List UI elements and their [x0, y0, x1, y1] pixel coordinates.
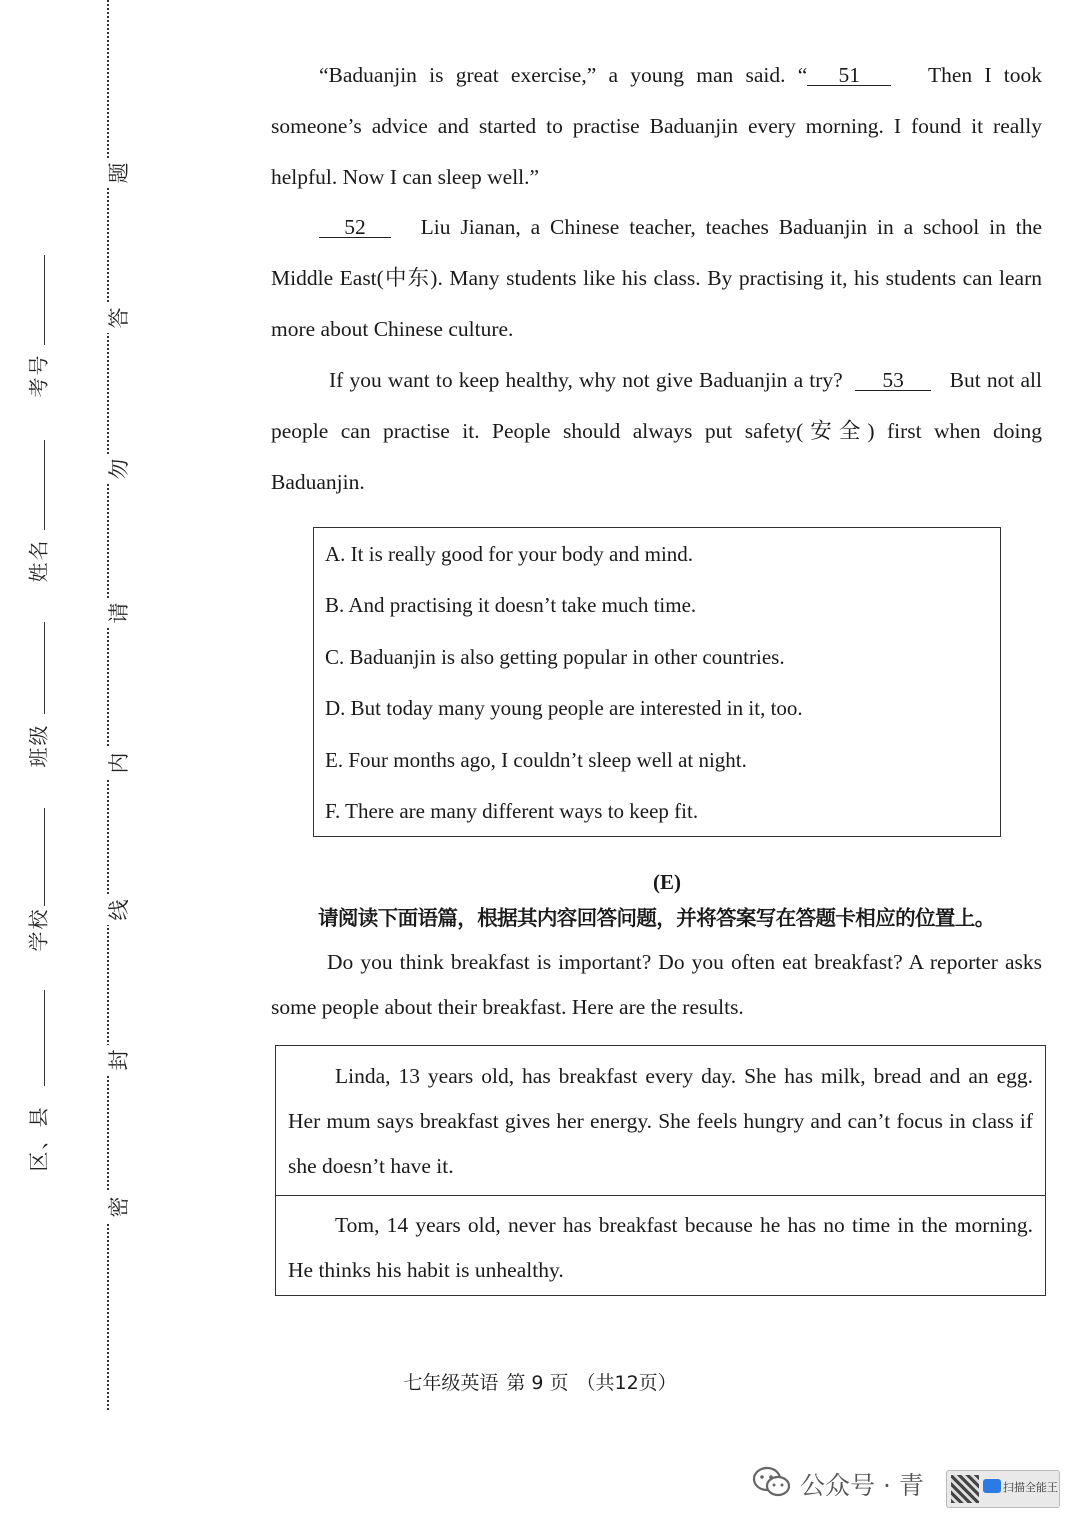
page-footer: 七年级英语 第 9 页 （共12页）	[403, 1372, 677, 1394]
field-line	[44, 255, 45, 345]
seal-char: 线	[104, 895, 134, 925]
option-d: D. But today many young people are interested in it, too.	[325, 696, 803, 720]
field-line	[44, 440, 45, 530]
blank-52: 52	[319, 217, 391, 238]
passage-paragraph-3: If you want to keep healthy, why not give Baduanjin a try? 53 But not all people can practise it. People should always put safety(安全) first when doing Baduanjin.	[271, 368, 1043, 494]
option-b: B. And practising it doesn’t take much time.	[325, 593, 697, 617]
watermark-text: 公众号 · 青	[800, 1471, 924, 1500]
seal-char: 封	[104, 1045, 134, 1075]
table-divider	[275, 1195, 1046, 1196]
cs-logo-icon	[983, 1479, 1001, 1493]
seal-char: 请	[104, 598, 134, 628]
options-box	[313, 527, 1001, 837]
field-label-district: 区、县	[26, 1105, 51, 1172]
section-title: (E)	[653, 870, 681, 894]
qr-code-icon	[951, 1475, 979, 1503]
seal-char: 勿	[104, 454, 134, 484]
scanner-stamp	[946, 1470, 1060, 1508]
wechat-icon	[752, 1466, 792, 1498]
field-line	[44, 622, 45, 714]
passage-paragraph-1: “Baduanjin is great exercise,” a young man said. “ 51 Then I took someone’s advice and started to practise Baduanjin every morning. I found it really helpful. Now I can sleep well.”	[271, 63, 1043, 189]
passage-paragraph-2: 52 Liu Jianan, a Chinese teacher, teaches Baduanjin in a school in the Middle East(中东). Many students like his class. By practising it, his students can learn more about Chinese culture.	[271, 215, 1043, 341]
option-f: F. There are many different ways to keep fit.	[325, 799, 699, 823]
blank-51: 51	[807, 65, 891, 86]
field-line	[44, 990, 45, 1086]
field-label-exam-number: 考号	[26, 353, 51, 398]
option-a: A. It is really good for your body and mind.	[325, 542, 694, 566]
seal-char: 密	[104, 1192, 134, 1222]
option-e: E. Four months ago, I couldn’t sleep well at night.	[325, 748, 747, 772]
stamp-label: 扫描全能王	[1003, 1481, 1058, 1494]
field-label-class: 班级	[26, 723, 51, 768]
seal-char: 题	[104, 158, 134, 188]
field-line	[44, 808, 45, 906]
section-instruction: 请阅读下面语篇，根据其内容回答问题，并将答案写在答题卡相应的位置上。	[318, 906, 995, 930]
field-label-name: 姓名	[26, 538, 51, 583]
seal-char: 答	[104, 303, 134, 333]
option-c: C. Baduanjin is also getting popular in other countries.	[325, 645, 785, 669]
section-intro: Do you think breakfast is important? Do you often eat breakfast? A reporter asks some people about their breakfast. Here are the results.	[271, 950, 1042, 1019]
seal-char: 内	[104, 748, 134, 778]
blank-53: 53	[855, 370, 931, 391]
field-label-school: 学校	[26, 907, 51, 952]
survey-row-tom: Tom, 14 years old, never has breakfast because he has no time in the morning. He thinks his habit is unhealthy.	[288, 1213, 1033, 1282]
survey-row-linda: Linda, 13 years old, has breakfast every day. She has milk, bread and an egg. Her mum says breakfast gives her energy. She feels hungry and can’t focus in class if she doesn’t have it.	[288, 1064, 1033, 1178]
